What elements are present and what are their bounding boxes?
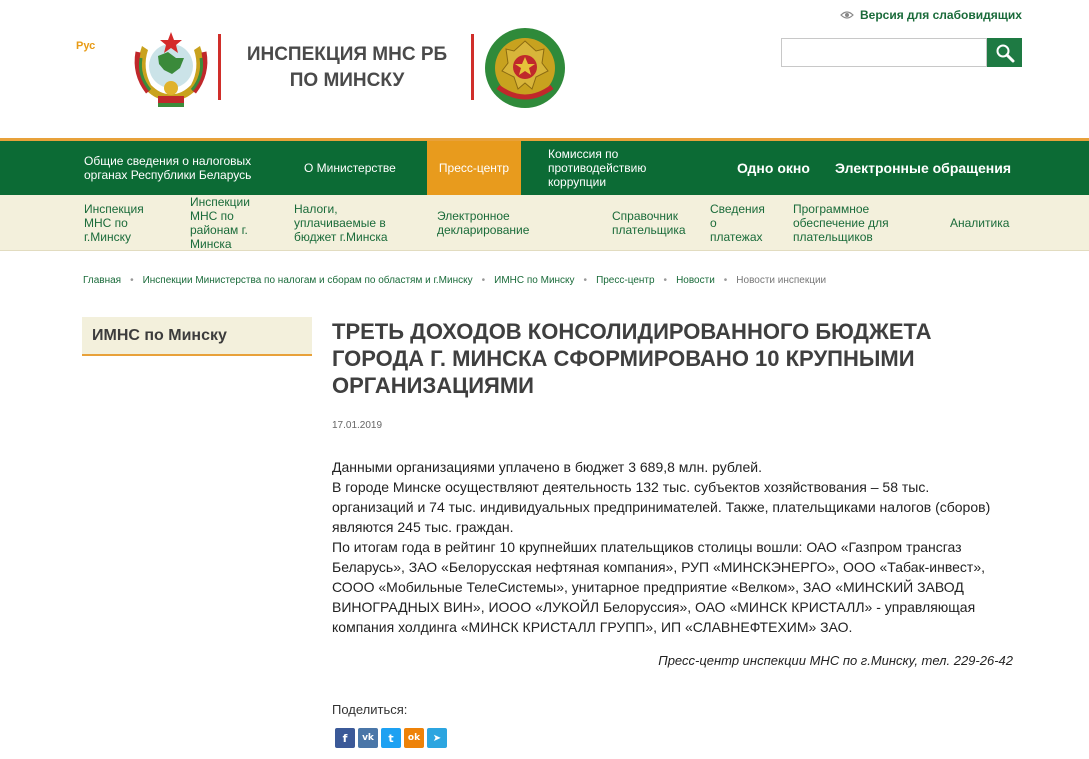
site-title-line2: ПО МИНСКУ bbox=[289, 70, 405, 91]
facebook-icon[interactable]: f bbox=[335, 728, 355, 748]
sidebar-title: ИМНС по Минску bbox=[92, 327, 227, 344]
breadcrumb-imns-minsk[interactable]: ИМНС по Минску bbox=[494, 275, 575, 286]
nav-electronic-appeals[interactable]: Электронные обращения bbox=[835, 160, 1011, 176]
odnoklassniki-icon[interactable]: ok bbox=[404, 728, 424, 748]
header-divider bbox=[218, 34, 221, 100]
share-label: Поделиться: bbox=[332, 702, 408, 717]
site-header bbox=[0, 0, 1089, 138]
subnav-city-taxes[interactable]: Налоги, уплачиваемые в бюджет г.Минска bbox=[294, 202, 388, 244]
breadcrumb-separator: • bbox=[663, 275, 668, 286]
twitter-icon[interactable]: t bbox=[381, 728, 401, 748]
search-icon bbox=[995, 43, 1015, 63]
subnav-inspection-minsk[interactable]: Инспекция МНС по г.Минску bbox=[84, 202, 144, 244]
vkontakte-icon[interactable]: vk bbox=[358, 728, 378, 748]
article-title: ТРЕТЬ ДОХОДОВ КОНСОЛИДИРОВАННОГО БЮДЖЕТА ГОРОДА Г. МИНСКА СФОРМИРОВАНО 10 КРУПНЫМИ ОРГАНИЗАЦИЯМИ bbox=[332, 319, 932, 398]
nav-press-center[interactable]: Пресс-центр bbox=[427, 141, 521, 195]
article-paragraph: В городе Минске осуществляют деятельность 132 тыс. субъектов хозяйствования – 58 тыс. организаций и 74 тыс. индивидуальных предпринимателей. Также, плательщиками налогов (сборов) являются 245 тыс. граждан. bbox=[332, 479, 991, 535]
share-buttons bbox=[335, 728, 447, 748]
article-body bbox=[332, 457, 1004, 637]
breadcrumb-separator: • bbox=[481, 275, 486, 286]
telegram-icon[interactable]: ➤ bbox=[427, 728, 447, 748]
breadcrumb-home[interactable]: Главная bbox=[83, 275, 122, 286]
subnav-analytics[interactable]: Аналитика bbox=[950, 216, 1010, 230]
breadcrumb-separator: • bbox=[583, 275, 588, 286]
subnav-taxpayer-guide[interactable]: Справочник плательщика bbox=[612, 209, 686, 237]
breadcrumb-news[interactable]: Новости bbox=[676, 275, 715, 286]
article-signature: Пресс-центр инспекции МНС по г.Минску, тел. 229-26-42 bbox=[658, 653, 1013, 668]
sub-navigation bbox=[0, 195, 1089, 251]
breadcrumb-current: Новости инспекции bbox=[736, 275, 827, 286]
article-date: 17.01.2019 bbox=[332, 420, 383, 431]
subnav-payment-info[interactable]: Сведения о платежах bbox=[710, 202, 765, 244]
breadcrumb-separator: • bbox=[723, 275, 728, 286]
subnav-e-declaration[interactable]: Электронное декларирование bbox=[437, 209, 530, 237]
breadcrumb-separator: • bbox=[130, 275, 134, 286]
low-vision-link[interactable] bbox=[840, 8, 1022, 22]
low-vision-label: Версия для слабовидящих bbox=[860, 8, 1022, 22]
article-paragraph: По итогам года в рейтинг 10 крупнейших плательщиков столицы вошли: ОАО «Газпром трансгаз Беларусь», ЗАО «Белорусская нефтяная компания», РУП «МИНСКЭНЕРГО», ООО «Табак-инвест», СООО «Мобильные ТелеСистемы», унитарное предприятие «Велком», ЗАО «МИНСКИЙ ЗАВОД ВИНОГРАДНЫХ ВИН», ИООО «ЛУКОЙЛ Белоруссия», ОАО «МИНСК КРИСТАЛЛ» - управляющая компания холдинга «МИНСК КРИСТАЛЛ ГРУПП», ИП «СЛАВНЕФТЕХИМ» ЗАО. bbox=[332, 539, 985, 635]
breadcrumb-regional-inspections[interactable]: Инспекции Министерства по налогам и сборам по областям и г.Минску bbox=[142, 275, 473, 286]
sidebar-section[interactable] bbox=[82, 317, 312, 356]
main-navigation bbox=[0, 138, 1089, 195]
nav-general-info[interactable]: Общие сведения о налоговых органах Республики Беларусь bbox=[84, 154, 252, 182]
breadcrumb-press-center[interactable]: Пресс-центр bbox=[596, 275, 655, 286]
header-divider bbox=[471, 34, 474, 100]
nav-anticorruption-commission[interactable]: Комиссия по противодействию коррупции bbox=[548, 147, 647, 189]
subnav-district-inspections[interactable]: Инспекции МНС по районам г. Минска bbox=[190, 195, 250, 251]
breadcrumb bbox=[83, 275, 826, 286]
subnav-software[interactable]: Программное обеспечение для плательщиков bbox=[793, 202, 889, 244]
eye-icon bbox=[840, 10, 854, 20]
language-switch[interactable]: Рус bbox=[76, 40, 96, 52]
belarus-emblem-icon[interactable] bbox=[128, 28, 214, 110]
nav-one-window[interactable]: Одно окно bbox=[737, 160, 810, 176]
article-paragraph: Данными организациями уплачено в бюджет 3 689,8 млн. рублей. bbox=[332, 459, 762, 475]
site-title[interactable] bbox=[232, 42, 462, 94]
search-button[interactable] bbox=[987, 38, 1022, 67]
search-input[interactable] bbox=[781, 38, 987, 67]
tax-ministry-badge-icon[interactable] bbox=[484, 27, 566, 109]
site-title-line1: ИНСПЕКЦИЯ МНС РБ bbox=[246, 44, 448, 65]
nav-about-ministry[interactable]: О Министерстве bbox=[304, 161, 396, 175]
